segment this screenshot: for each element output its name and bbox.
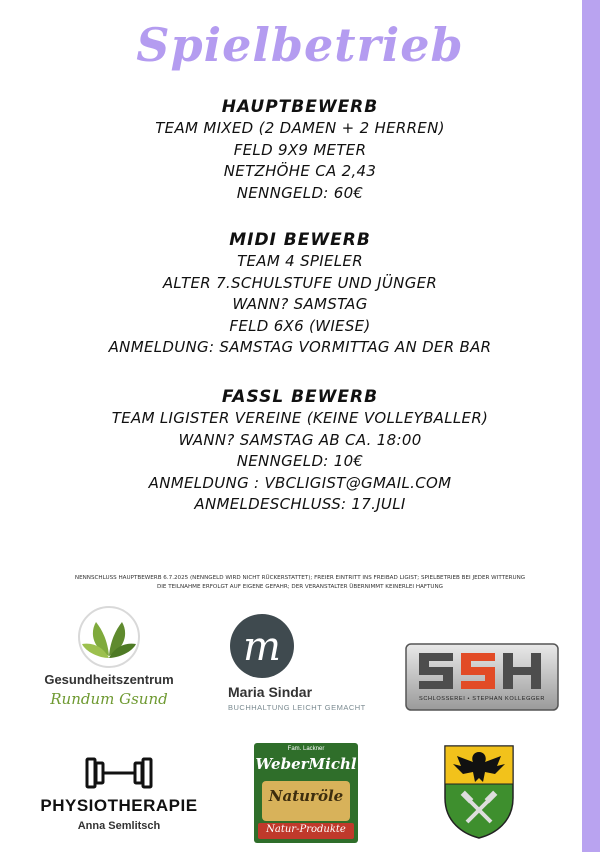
fine-print-line: DIE TEILNAHME ERFOLGT AUF EIGENE GEFAHR; DER VERANSTALTER ÜBERNIMMT KEINERLEI HAFTUNG <box>156 584 444 590</box>
section-line: WANN? SAMSTAG <box>232 295 368 314</box>
m-monogram-icon <box>222 612 382 682</box>
sponsor-family: Fam. Lackner <box>287 746 325 752</box>
section-line: TEAM MIXED (2 DAMEN + 2 HERREN) <box>155 119 445 137</box>
section-line: ANMELDESCHLUSS: 17.JULI <box>194 495 406 514</box>
section-heading: FASSL BEWERB <box>221 387 379 407</box>
sponsor-ssk-logo <box>405 643 559 711</box>
page-title: Spielbetrieb <box>136 18 464 72</box>
section-heading: MIDI BEWERB <box>229 230 371 250</box>
sponsor-tagline: BUCHHALTUNG LEICHT GEMACHT <box>228 703 366 712</box>
svg-text:m: m <box>243 624 281 670</box>
dumbbell-icon <box>30 754 208 790</box>
sponsor-person: Anna Semlitsch <box>77 820 161 832</box>
section-midi-bewerb <box>0 229 600 359</box>
section-heading: HAUPTBEWERB <box>221 97 379 117</box>
section-line: WANN? SAMSTAG AB CA. 18:00 <box>178 430 422 449</box>
sponsor-product: Naturöle <box>268 787 344 805</box>
fine-print-line: NENNSCHLUSS HAUPTBEWERB 6.7.2025 (NENNGELD WIRD NICHT RÜCKERSTATTET); FREIER EINTRITT INS FREIBAD LIGIST; SPIELBETRIEB BEI JEDER WITTERUNG <box>74 575 526 581</box>
section-line: TEAM 4 SPIELER <box>237 252 363 270</box>
email-line: ANMELDUNG : VBCLIGIST@GMAIL.COM <box>148 473 452 492</box>
sponsor-coat-of-arms <box>443 744 515 840</box>
sponsor-tagline: Rundum Gsund <box>50 690 168 708</box>
section-hauptbewerb <box>0 96 600 204</box>
section-fassl-bewerb <box>0 386 600 516</box>
sponsor-gesundheitszentrum-logo <box>34 604 184 716</box>
section-line: FELD 6X6 (WIESE) <box>229 316 371 335</box>
section-line: NENNGELD: 10€ <box>236 452 364 471</box>
section-line: ANMELDUNG: SAMSTAG VORMITTAG AN DER BAR <box>108 338 492 357</box>
sponsor-tagline: SCHLOSSEREI • STEPHAN KOLLEGGER <box>419 696 545 702</box>
fine-print <box>40 574 560 592</box>
coat-of-arms-icon <box>443 744 515 840</box>
section-line: ALTER 7.SCHULSTUFE UND JÜNGER <box>162 273 438 292</box>
sponsor-name: PHYSIOTHERAPIE <box>40 796 198 815</box>
section-line: FELD 9X9 METER <box>233 140 367 159</box>
section-line: NETZHÖHE CA 2,43 <box>223 162 377 181</box>
section-line: TEAM LIGISTER VEREINE (KEINE VOLLEYBALLER) <box>111 409 489 427</box>
sponsor-subline: Natur-Produkte <box>266 824 346 835</box>
sponsor-webermichl-logo <box>254 743 358 843</box>
sponsor-name: WeberMichl <box>255 755 357 773</box>
sponsor-name: Gesundheitszentrum <box>44 672 174 687</box>
sponsor-physio-logo <box>30 754 208 838</box>
sponsor-maria-sindar-logo <box>222 612 382 712</box>
leaf-icon <box>34 604 184 674</box>
section-line: NENNGELD: 60€ <box>236 183 364 202</box>
sponsor-name: Maria Sindar <box>228 684 313 700</box>
